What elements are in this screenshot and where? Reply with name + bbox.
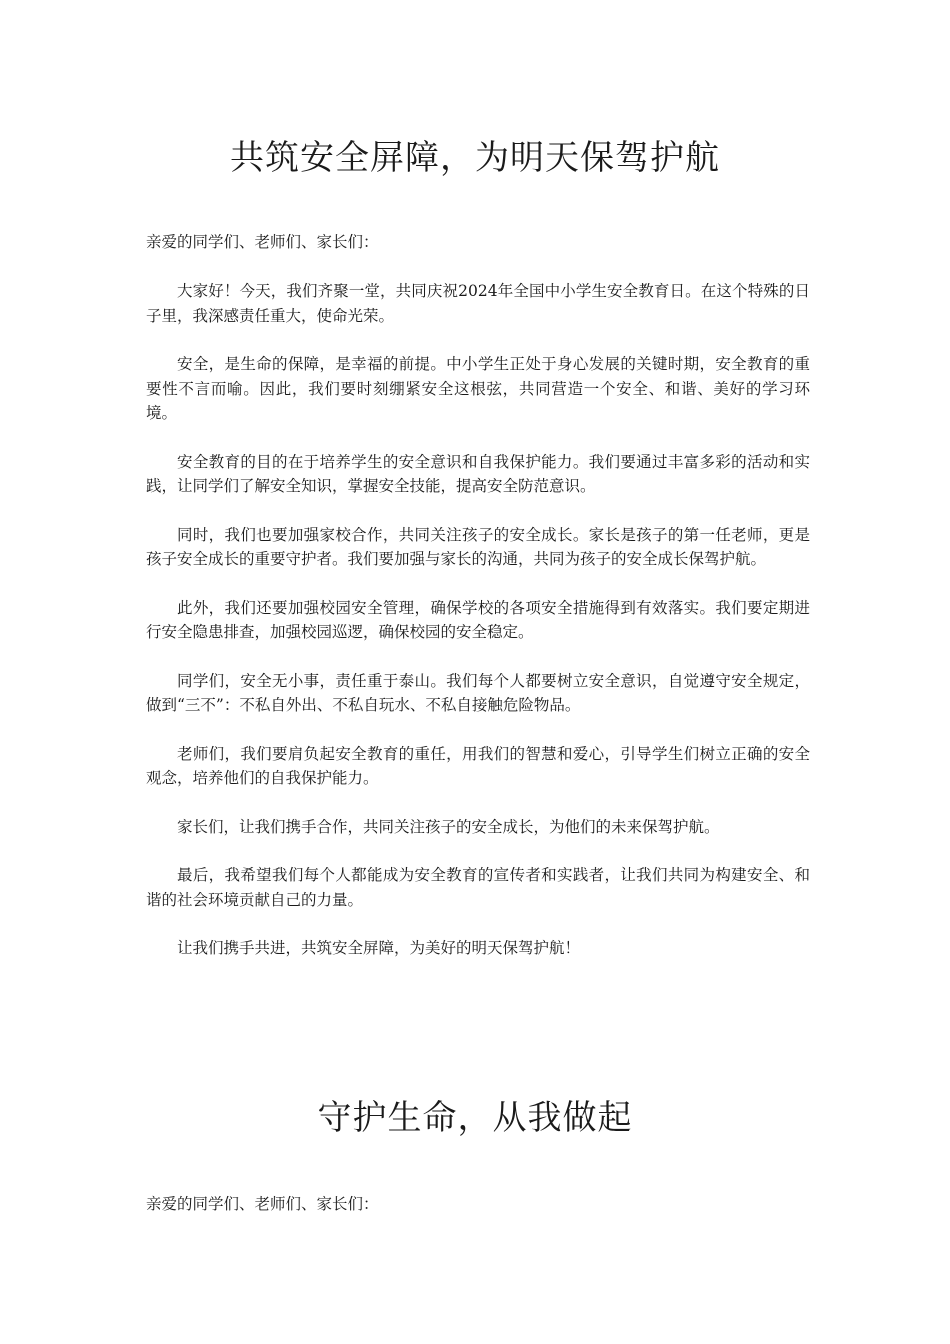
paragraph: 家长们，让我们携手合作，共同关注孩子的安全成长，为他们的未来保驾护航。 bbox=[177, 817, 720, 836]
speech-title-2: 守护生命，从我做起 bbox=[317, 1098, 633, 1138]
paragraph: 老师们，我们要肩负起安全教育的重任，用我们的智慧和爱心，引导学生们树立正确的安全观念，培养他们的自我保护能力。 bbox=[146, 744, 810, 787]
paragraph: 同学们，安全无小事，责任重于泰山。我们每个人都要树立安全意识，自觉遵守安全规定，做到“三不”：不私自外出、不私自玩水、不私自接触危险物品。 bbox=[146, 671, 810, 714]
paragraph: 此外，我们还要加强校园安全管理，确保学校的各项安全措施得到有效落实。我们要定期进行安全隐患排查，加强校园巡逻，确保校园的安全稳定。 bbox=[146, 598, 810, 641]
paragraph: 安全，是生命的保障，是幸福的前提。中小学生正处于身心发展的关键时期，安全教育的重要性不言而喻。因此，我们要时刻绷紧安全这根弦，共同营造一个安全、和谐、美好的学习环境。 bbox=[146, 355, 810, 422]
paragraph: 让我们携手共进，共筑安全屏障，为美好的明天保驾护航！ bbox=[177, 939, 581, 957]
speech-title-1: 共筑安全屏障，为明天保驾护航 bbox=[230, 138, 720, 178]
paragraph: 大家好！今天，我们齐聚一堂，共同庆祝2024年全国中小学生安全教育日。在这个特殊的日子里，我深感责任重大，使命光荣。 bbox=[146, 282, 810, 325]
paragraph: 最后，我希望我们每个人都能成为安全教育的宣传者和实践者，让我们共同为构建安全、和谐的社会环境贡献自己的力量。 bbox=[146, 866, 810, 909]
salutation-1: 亲爱的同学们、老师们、家长们： bbox=[146, 233, 379, 251]
paragraph: 同时，我们也要加强家校合作，共同关注孩子的安全成长。家长是孩子的第一任老师，更是孩子安全成长的重要守护者。我们要加强与家长的沟通，共同为孩子的安全成长保驾护航。 bbox=[146, 525, 810, 568]
paragraph: 安全教育的目的在于培养学生的安全意识和自我保护能力。我们要通过丰富多彩的活动和实践，让同学们了解安全知识，掌握安全技能，提高安全防范意识。 bbox=[146, 452, 810, 495]
speech-body-1 bbox=[146, 279, 810, 985]
salutation-2: 亲爱的同学们、老师们、家长们： bbox=[146, 1195, 379, 1213]
